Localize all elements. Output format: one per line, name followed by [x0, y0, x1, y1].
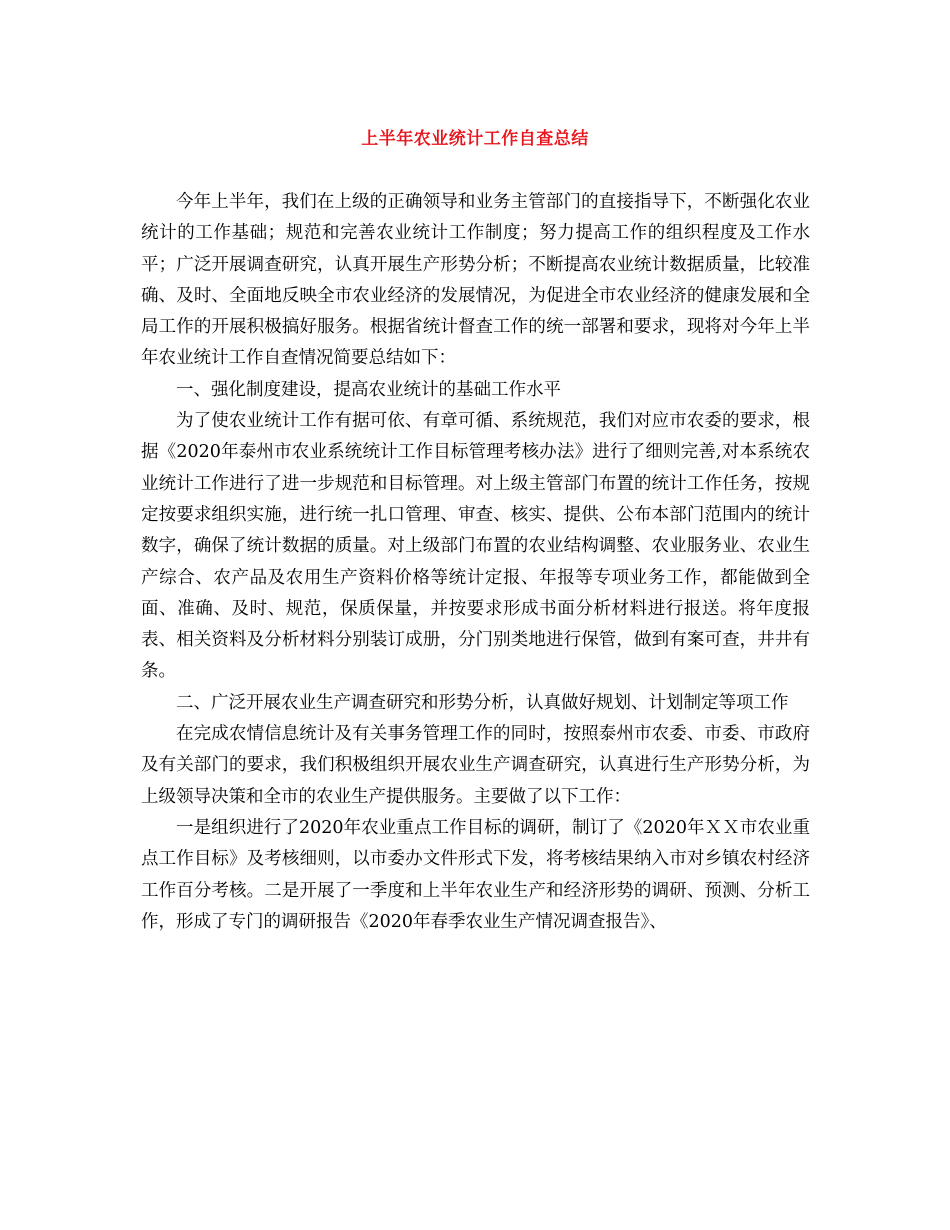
document-body — [141, 187, 810, 938]
document-title: 上半年农业统计工作自查总结 — [361, 129, 589, 149]
paragraph-section-2-work: 一是组织进行了2020年农业重点工作目标的调研，制订了《2020年ＸＸ市农业重点工作目标》及考核细则，以市委办文件形式下发，将考核结果纳入市对乡镇农村经济工作百分考核。二是开展了一季度和上半年农业生产和经济形势的调研、预测、分析工作，形成了专门的调研报告《2020年春季农业生产情况调查报告》、 — [141, 817, 810, 932]
paragraph-intro: 今年上半年，我们在上级的正确领导和业务主管部门的直接指导下，不断强化农业统计的工作基础；规范和完善农业统计工作制度；努力提高工作的组织程度及工作水平；广泛开展调查研究，认真开展生产形势分析；不断提高农业统计数据质量，比较准确、及时、全面地反映全市农业经济的发展情况，为促进全市农业经济的健康发展和全局工作的开展积极搞好服务。根据省统计督查工作的统一部署和要求，现将对今年上半年农业统计工作自查情况简要总结如下： — [141, 192, 810, 369]
section-heading-2: 二、广泛开展农业生产调查研究和形势分析，认真做好规划、计划制定等项工作 — [176, 692, 789, 713]
paragraph-section-1: 为了使农业统计工作有据可依、有章可循、系统规范，我们对应市农委的要求，根据《2020年泰州市农业系统统计工作目标管理考核办法》进行了细则完善,对本系统农业统计工作进行了进一步规范和目标管理。对上级主管部门布置的统计工作任务，按规定按要求组织实施，进行统一扎口管理、审查、核实、提供、公布本部门范围内的统计数字，确保了统计数据的质量。对上级部门布置的农业结构调整、农业服务业、农业生产综合、农产品及农用生产资料价格等统计定报、年报等专项业务工作，都能做到全面、准确、及时、规范，保质保量，并按要求形成书面分析材料进行报送。将年度报表、相关资料及分析材料分别装订成册，分门别类地进行保管，做到有案可查，井井有条。 — [141, 411, 810, 682]
section-heading-1: 一、强化制度建设，提高农业统计的基础工作水平 — [176, 379, 561, 400]
paragraph-section-2: 在完成农情信息统计及有关事务管理工作的同时，按照泰州市农委、市委、市政府及有关部门的要求，我们积极组织开展农业生产调查研究，认真进行生产形势分析，为上级领导决策和全市的农业生产提供服务。主要做了以下工作： — [141, 724, 810, 807]
